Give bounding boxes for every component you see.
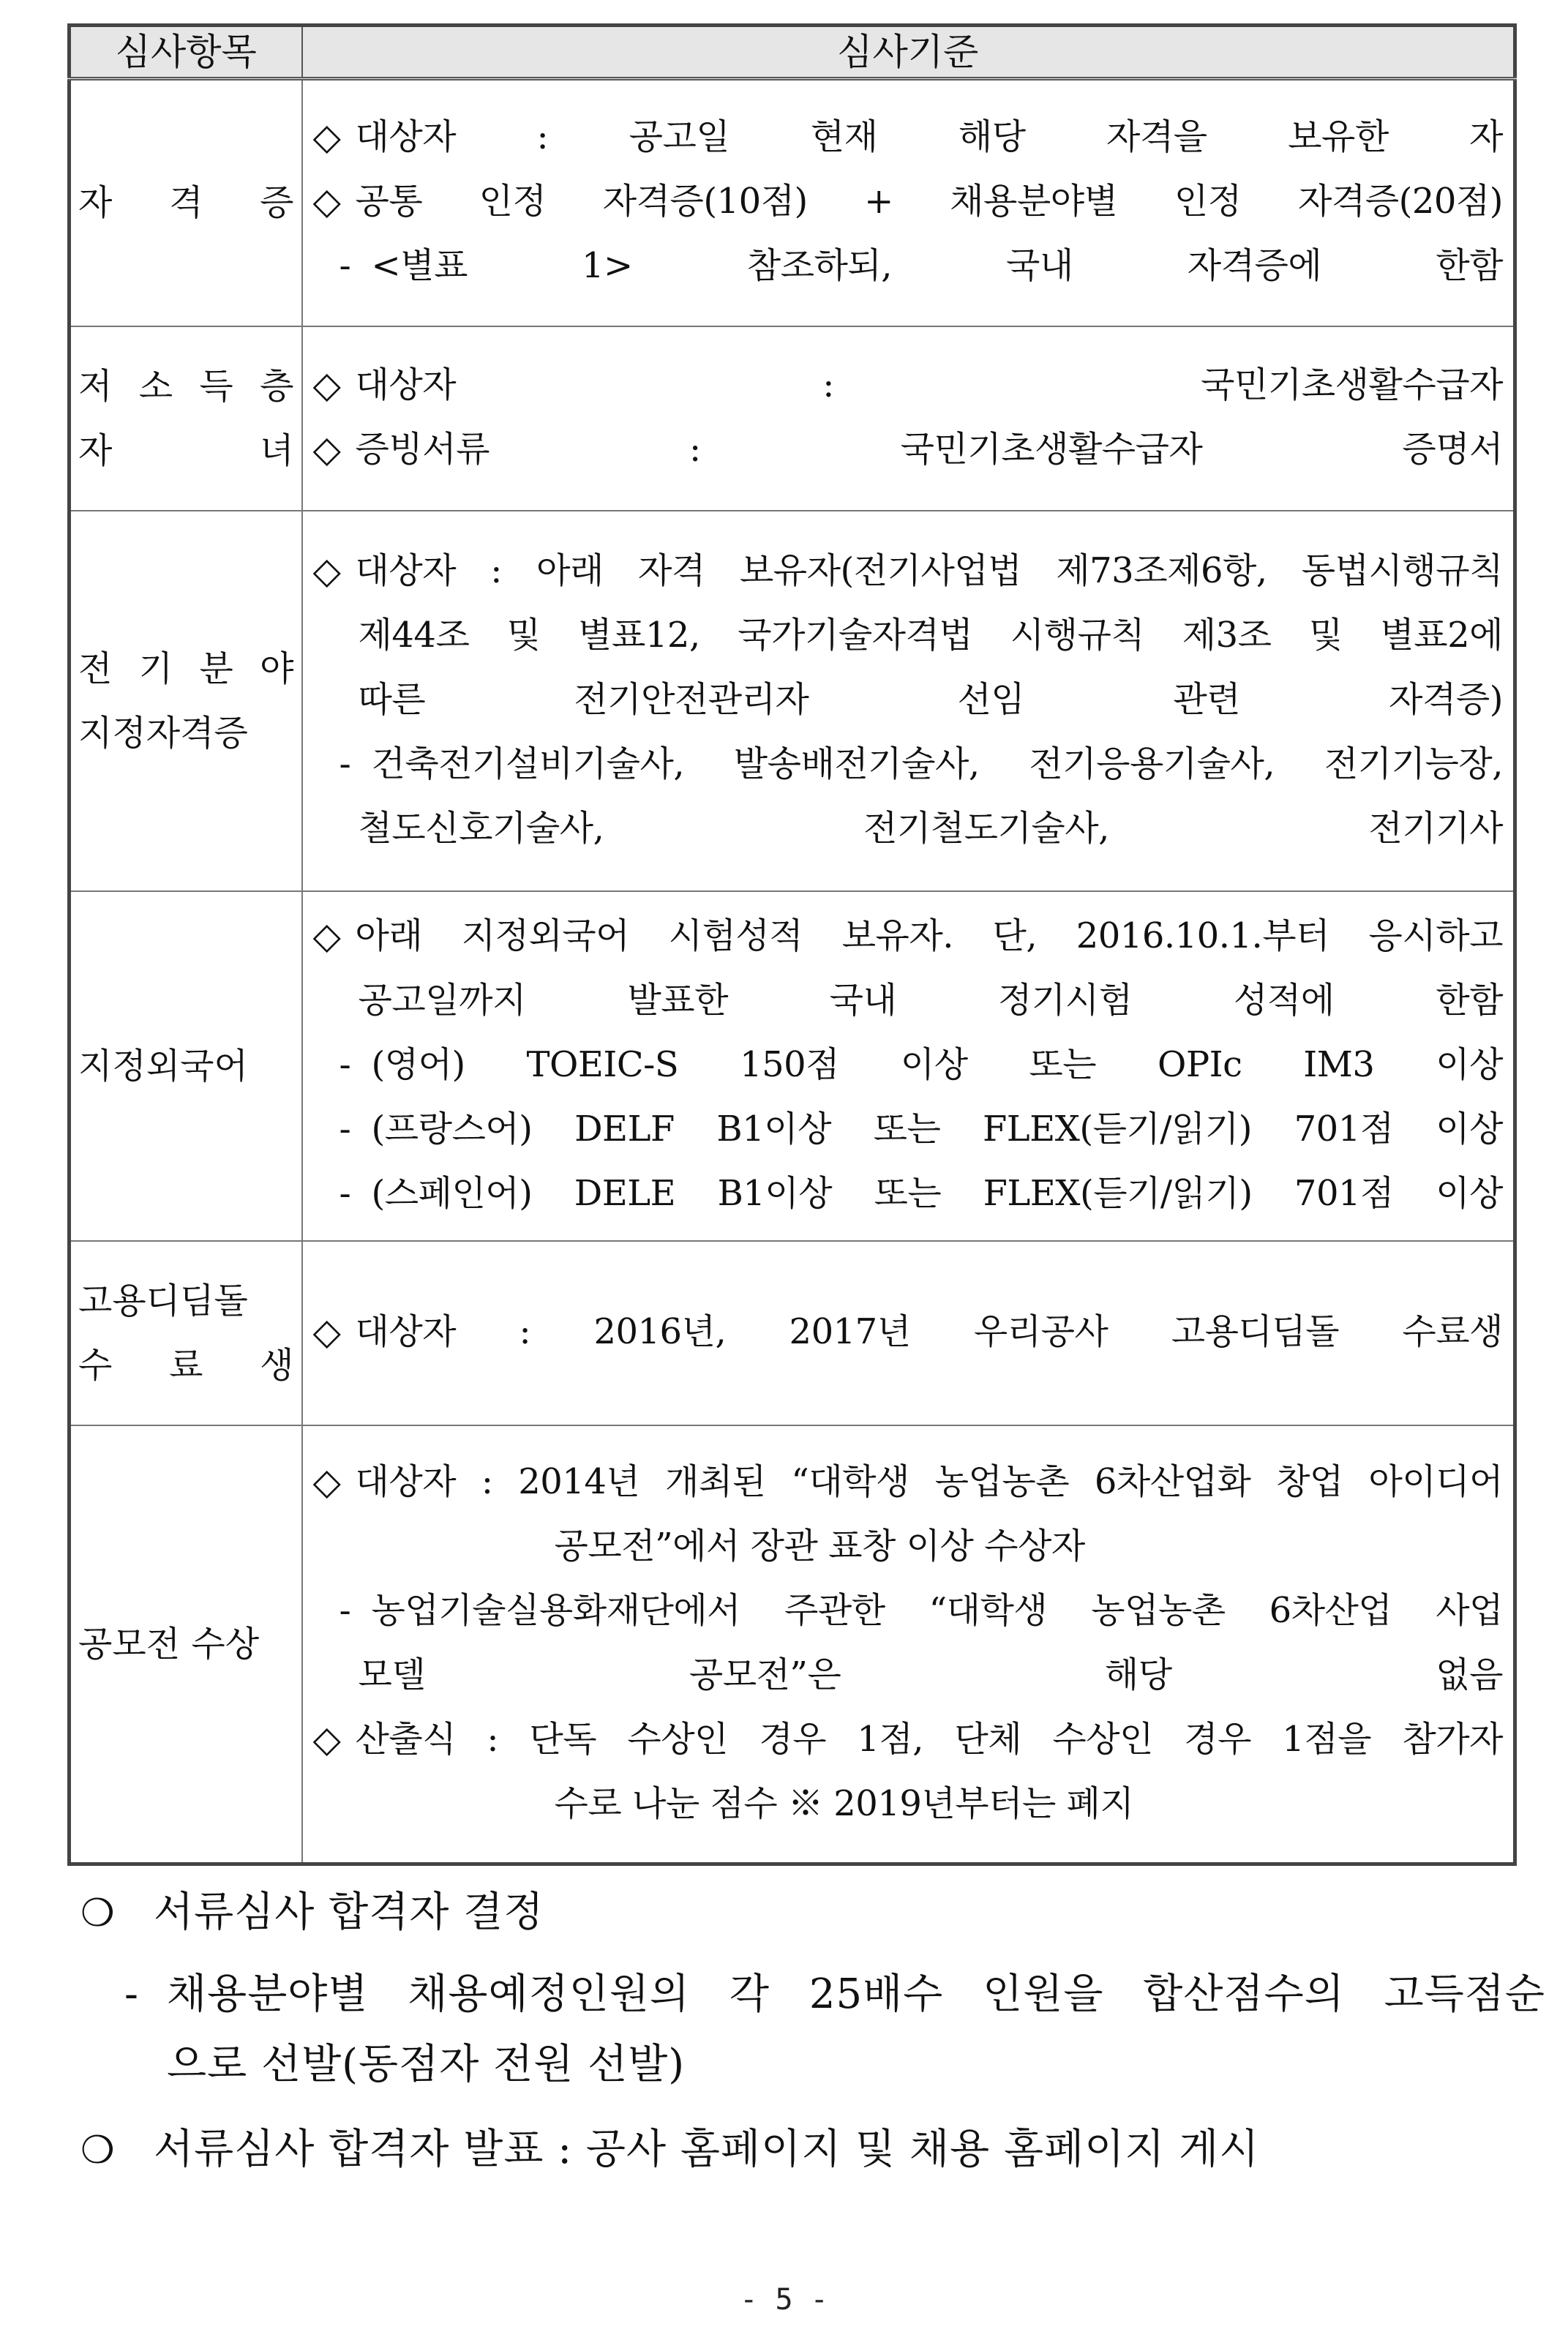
row-criteria-cell — [302, 511, 1515, 891]
diamond-bullet-icon: ◇ — [312, 914, 341, 957]
criteria-text: (스페인어) DELE B1이상 또는 FLEX(듣기/읽기) 701점 이상 — [371, 1172, 1503, 1214]
section-announcement — [80, 2115, 1259, 2186]
table-body — [70, 79, 1515, 1864]
row-label-line — [78, 701, 294, 765]
row-criteria-cell — [302, 891, 1515, 1241]
row-label-cell — [70, 511, 302, 891]
criteria-continuation: 공모전”에서 장관 표창 이상 수상자 — [554, 1525, 1085, 1567]
row-label-line — [78, 1333, 294, 1398]
row-label-part: 수 — [78, 1344, 113, 1386]
criteria-continuation: 수로 나눈 점수 ※ 2019년부터는 폐지 — [554, 1782, 1134, 1824]
page-number: - 5 - — [740, 2283, 828, 2317]
row-label-cell — [70, 891, 302, 1241]
criteria-subline — [313, 1097, 1504, 1161]
criteria-text: 대상자 : 아래 자격 보유자(전기사업법 제73조제6항, 동법시행규칙 — [355, 550, 1503, 591]
table-row — [70, 891, 1515, 1241]
criteria-continuation: 공고일까지 발표한 국내 정기시험 성적에 한함 — [358, 979, 1503, 1021]
detail-line — [124, 1960, 1551, 2030]
diamond-bullet-icon: ◇ — [312, 363, 341, 406]
dash-bullet: - — [339, 1172, 351, 1214]
table-row — [70, 1241, 1515, 1425]
dash-bullet: - — [339, 1043, 351, 1085]
criteria-subline — [313, 1578, 1504, 1643]
row-label-line — [78, 1034, 294, 1098]
row-label-line — [78, 419, 294, 483]
row-label-part: 저 — [78, 365, 113, 407]
criteria-subline — [313, 233, 1504, 298]
criteria-line — [313, 1707, 1504, 1771]
criteria-line — [313, 169, 1504, 233]
row-criteria-cell — [302, 1425, 1515, 1864]
table-row — [70, 511, 1515, 891]
screening-criteria-table — [67, 23, 1517, 1866]
row-label-line — [78, 1269, 294, 1333]
criteria-text: 산출식 : 단독 수상인 경우 1점, 단체 수상인 경우 1점을 참가자 — [355, 1718, 1503, 1760]
criteria-text: (프랑스어) DELF B1이상 또는 FLEX(듣기/읽기) 701점 이상 — [371, 1108, 1503, 1150]
row-label-part: 자 — [78, 182, 113, 224]
criteria-text: 대상자 : 국민기초생활수급자 — [355, 364, 1503, 405]
criteria-text: <별표 1> 참조하되, 국내 자격증에 한함 — [371, 245, 1503, 287]
row-label-cell — [70, 326, 302, 511]
row-criteria-cell — [302, 1241, 1515, 1425]
row-label-part: 야 — [260, 648, 294, 689]
criteria-text: 공통 인정 자격증(10점) + 채용분야별 인정 자격증(20점) — [355, 181, 1503, 222]
circle-bullet-icon: ❍ — [80, 1891, 116, 1935]
row-label-part: 고용디딤돌 — [78, 1280, 248, 1321]
row-label-cell — [70, 1241, 302, 1425]
section-document-screening-decision — [80, 1878, 544, 1949]
dash-bullet: - — [339, 743, 351, 784]
criteria-subline — [313, 1032, 1504, 1097]
criteria-line — [313, 904, 1504, 968]
criteria-continuation: 제44조 및 별표12, 국가기술자격법 시행규칙 제3조 및 별표2에 — [358, 614, 1503, 656]
diamond-bullet-icon: ◇ — [312, 1460, 341, 1503]
row-label-part: 층 — [260, 365, 294, 407]
row-label-part: 지정외국어 — [78, 1045, 248, 1087]
detail-text-continued: 으로 선발(동점자 전원 선발) — [167, 2041, 686, 2088]
criteria-line — [313, 353, 1504, 417]
criteria-continuation: 모델 공모전”은 해당 없음 — [358, 1654, 1503, 1695]
circle-bullet-icon: ❍ — [80, 2129, 116, 2172]
row-criteria-cell — [302, 326, 1515, 511]
row-label-part: 전 — [78, 648, 113, 689]
criteria-text: 농업기술실용화재단에서 주관한 “대학생 농업농촌 6차산업 사업 — [371, 1589, 1504, 1631]
table-row — [70, 326, 1515, 511]
section-detail — [124, 1960, 1551, 2100]
row-label-cell — [70, 1425, 302, 1864]
criteria-line — [313, 417, 1504, 481]
section-title: 서류심사 합격자 발표 : 공사 홈페이지 및 채용 홈페이지 게시 — [154, 2126, 1260, 2173]
criteria-text: 대상자 : 공고일 현재 해당 자격을 보유한 자 — [355, 116, 1503, 158]
criteria-text: 아래 지정외국어 시험성적 보유자. 단, 2016.10.1.부터 응시하고 — [355, 915, 1503, 956]
dash-bullet: - — [339, 245, 351, 287]
row-label-part: 격 — [169, 182, 203, 224]
row-label-part: 분 — [199, 648, 233, 689]
criteria-text: 대상자 : 2014년 개최된 “대학생 농업농촌 6차산업화 창업 아이디어 — [355, 1460, 1503, 1502]
diamond-bullet-icon: ◇ — [312, 180, 341, 223]
dash-bullet: - — [124, 1970, 138, 2018]
diamond-bullet-icon: ◇ — [312, 549, 341, 592]
header-screening-item: 심사항목 — [70, 26, 302, 79]
dash-bullet: - — [339, 1108, 351, 1150]
row-label-part: 득 — [199, 365, 233, 407]
row-label-line — [78, 637, 294, 701]
detail-text: 채용분야별 채용예정인원의 각 25배수 인원을 합산점수의 고득점순 — [167, 1970, 1545, 2018]
row-label-part: 기 — [138, 648, 173, 689]
criteria-line — [313, 1300, 1504, 1364]
row-label-line — [78, 1612, 294, 1676]
diamond-bullet-icon: ◇ — [312, 427, 341, 470]
criteria-text: 건축전기설비기술사, 발송배전기술사, 전기응용기술사, 전기기능장, — [371, 743, 1503, 784]
criteria-subline — [313, 1161, 1504, 1226]
dash-bullet: - — [339, 1589, 351, 1631]
row-label-part: 료 — [169, 1344, 203, 1386]
criteria-line — [313, 1450, 1504, 1514]
diamond-bullet-icon: ◇ — [312, 1717, 341, 1760]
row-label-line — [78, 354, 294, 419]
criteria-line — [313, 539, 1504, 603]
criteria-line — [313, 105, 1504, 169]
row-label-part: 생 — [260, 1344, 294, 1386]
row-label-cell — [70, 79, 302, 326]
row-label-part: 소 — [138, 365, 173, 407]
row-criteria-cell — [302, 79, 1515, 326]
criteria-text: (영어) TOEIC-S 150점 이상 또는 OPIc IM3 이상 — [371, 1043, 1503, 1085]
criteria-subline — [313, 732, 1504, 796]
criteria-text: 대상자 : 2016년, 2017년 우리공사 고용디딤돌 수료생 — [355, 1310, 1503, 1352]
criteria-continuation: 철도신호기술사, 전기철도기술사, 전기기사 — [358, 807, 1503, 849]
criteria-continuation: 따른 전기안전관리자 선임 관련 자격증) — [358, 678, 1503, 720]
row-label-part: 공모전 수상 — [78, 1623, 260, 1665]
criteria-text: 증빙서류 : 국민기초생활수급자 증명서 — [355, 428, 1503, 470]
row-label-part: 녀 — [260, 430, 294, 471]
table-row — [70, 79, 1515, 326]
row-label-line — [78, 170, 294, 235]
row-label-part: 증 — [260, 182, 294, 224]
diamond-bullet-icon: ◇ — [312, 116, 341, 159]
section-title: 서류심사 합격자 결정 — [154, 1889, 544, 1936]
row-label-part: 지정자격증 — [78, 712, 248, 754]
table-header-row — [70, 26, 1515, 79]
diamond-bullet-icon: ◇ — [312, 1310, 341, 1353]
table-row — [70, 1425, 1515, 1864]
header-screening-criteria: 심사기준 — [302, 26, 1515, 79]
row-label-part: 자 — [78, 430, 113, 471]
